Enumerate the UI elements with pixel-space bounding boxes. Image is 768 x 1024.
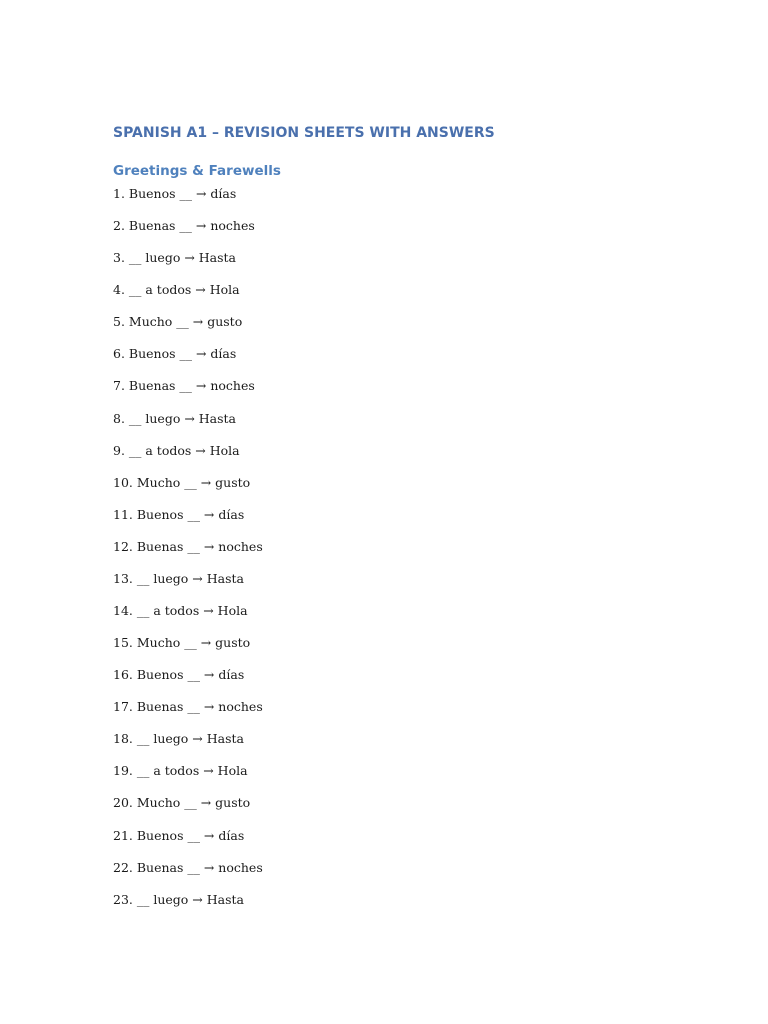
exercise-item: 15. Mucho __ → gusto [113,635,251,651]
exercise-list [113,185,263,923]
exercise-item: 21. Buenos __ → días [113,827,245,843]
exercise-item: 3. __ luego → Hasta [113,250,237,266]
exercise-item: 9. __ a todos → Hola [113,442,240,458]
exercise-item: 10. Mucho __ → gusto [113,474,251,490]
exercise-item: 18. __ luego → Hasta [113,731,244,747]
exercise-item: 12. Buenas __ → noches [113,538,263,554]
exercise-item: 5. Mucho __ → gusto [113,314,243,330]
exercise-item: 17. Buenas __ → noches [113,699,263,715]
exercise-item: 7. Buenas __ → noches [113,378,255,394]
exercise-item: 22. Buenas __ → noches [113,859,263,875]
section-heading: Greetings & Farewells [113,163,281,179]
exercise-item: 1. Buenos __ → días [113,186,237,201]
exercise-item: 13. __ luego → Hasta [113,570,244,586]
document-title: SPANISH A1 – REVISION SHEETS WITH ANSWERS [113,125,495,141]
exercise-item: 23. __ luego → Hasta [113,891,244,907]
exercise-item: 11. Buenos __ → días [113,506,245,522]
exercise-item: 2. Buenas __ → noches [113,218,255,234]
exercise-item: 19. __ a todos → Hola [113,763,248,779]
exercise-item: 20. Mucho __ → gusto [113,795,251,811]
exercise-item: 4. __ a todos → Hola [113,282,240,298]
exercise-item: 8. __ luego → Hasta [113,410,237,426]
exercise-item: 14. __ a todos → Hola [113,603,248,619]
exercise-item: 16. Buenos __ → días [113,667,245,683]
exercise-item: 6. Buenos __ → días [113,346,237,362]
